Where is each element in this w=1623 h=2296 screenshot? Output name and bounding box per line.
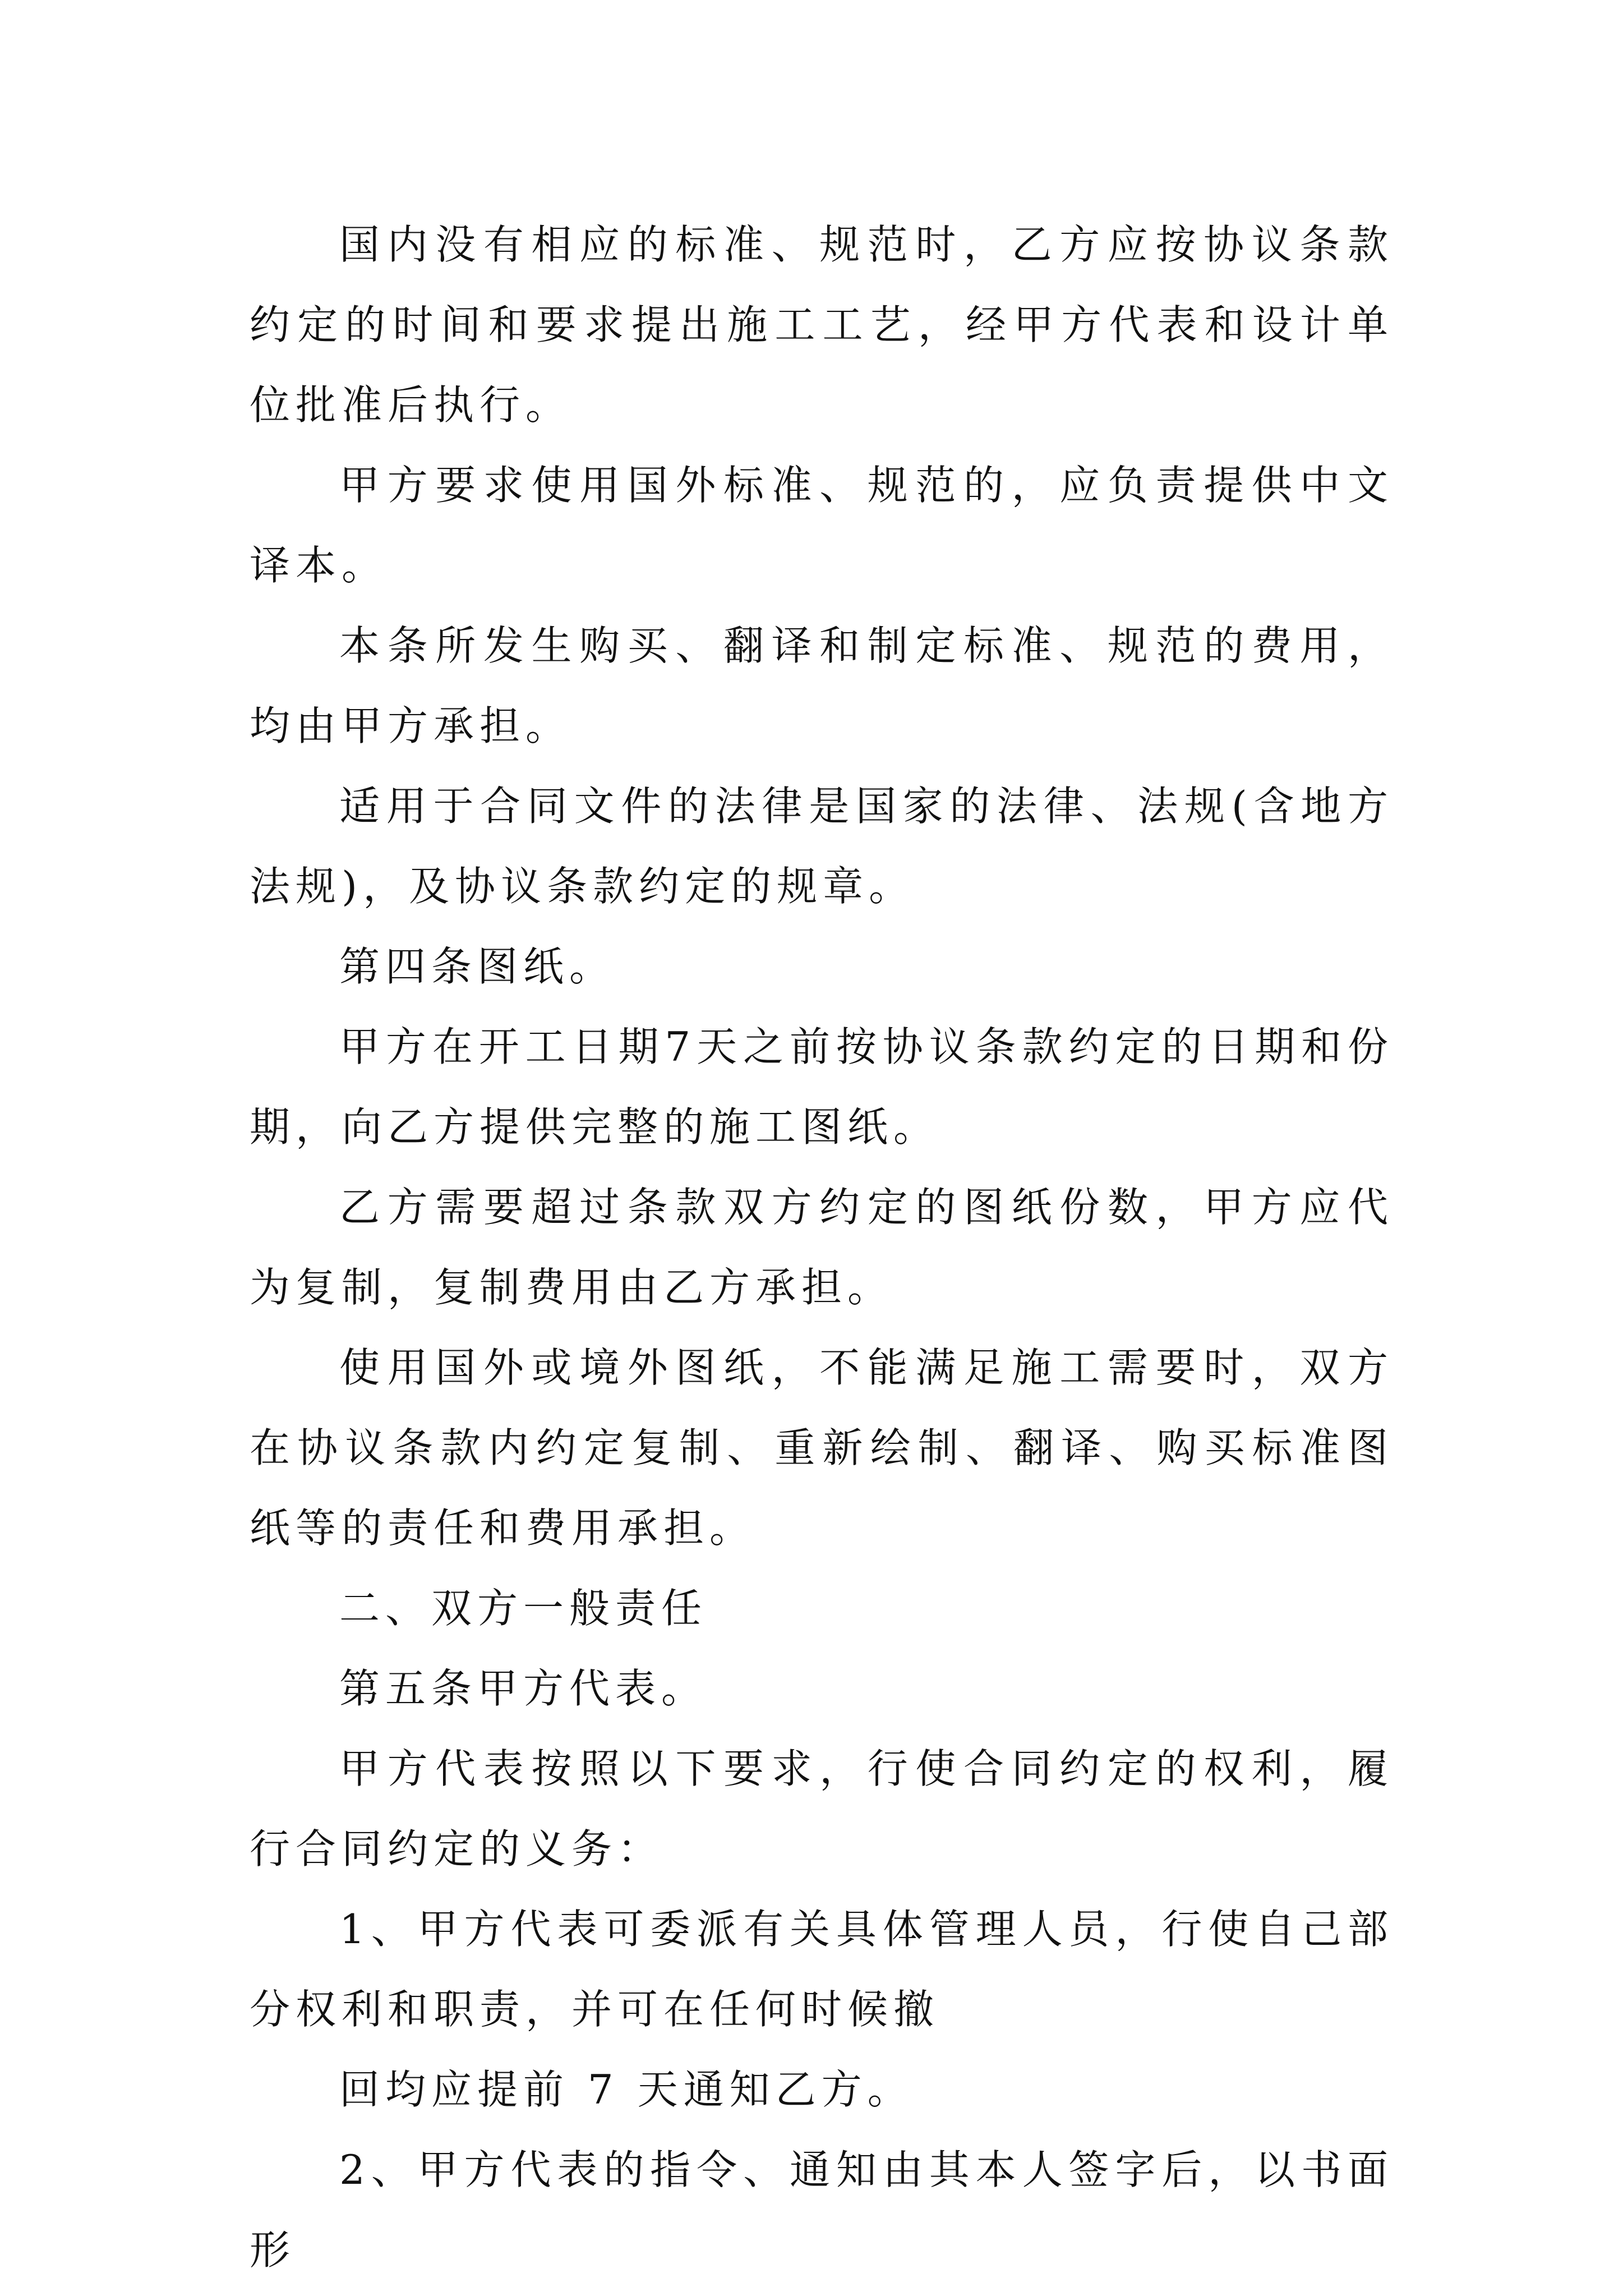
paragraph-11: 甲方代表按照以下要求，行使合同约定的权利，履行合同约定的义务： bbox=[250, 1745, 1394, 1872]
document-body bbox=[250, 205, 1394, 2290]
paragraph-13: 回均应提前 7 天通知乙方。 bbox=[339, 2066, 914, 2113]
list-item-1: 1、甲方代表可委派有关具体管理人员，行使自己部分权利和职责，并可在任何时候撤 bbox=[250, 1906, 1394, 2033]
paragraph-4: 适用于合同文件的法律是国家的法律、法规(含地方法规)，及协议条款约定的规章。 bbox=[250, 783, 1394, 910]
paragraph-3: 本条所发生购买、翻译和制定标准、规范的费用，均由甲方承担。 bbox=[250, 622, 1394, 749]
list-item-2: 2、甲方代表的指令、通知由其本人签字后，以书面形 bbox=[250, 2146, 1394, 2274]
paragraph-6: 甲方在开工日期7天之前按协议条款约定的日期和份期，向乙方提供完整的施工图纸。 bbox=[250, 1023, 1394, 1151]
section-heading-article-4: 第四条图纸。 bbox=[339, 943, 616, 990]
paragraph-2: 甲方要求使用国外标准、规范的，应负责提供中文译本。 bbox=[250, 462, 1394, 589]
paragraph-1: 国内没有相应的标准、规范时，乙方应按协议条款约定的时间和要求提出施工工艺，经甲方代表和设计单位批准后执行。 bbox=[250, 221, 1394, 429]
paragraph-7: 乙方需要超过条款双方约定的图纸份数，甲方应代为复制，复制费用由乙方承担。 bbox=[250, 1184, 1394, 1311]
section-heading-article-5: 第五条甲方代表。 bbox=[339, 1665, 708, 1712]
section-heading-general-responsibilities: 二、双方一般责任 bbox=[339, 1585, 708, 1632]
paragraph-8: 使用国外或境外图纸，不能满足施工需要时，双方在协议条款内约定复制、重新绘制、翻译、购买标准图纸等的责任和费用承担。 bbox=[250, 1344, 1394, 1552]
